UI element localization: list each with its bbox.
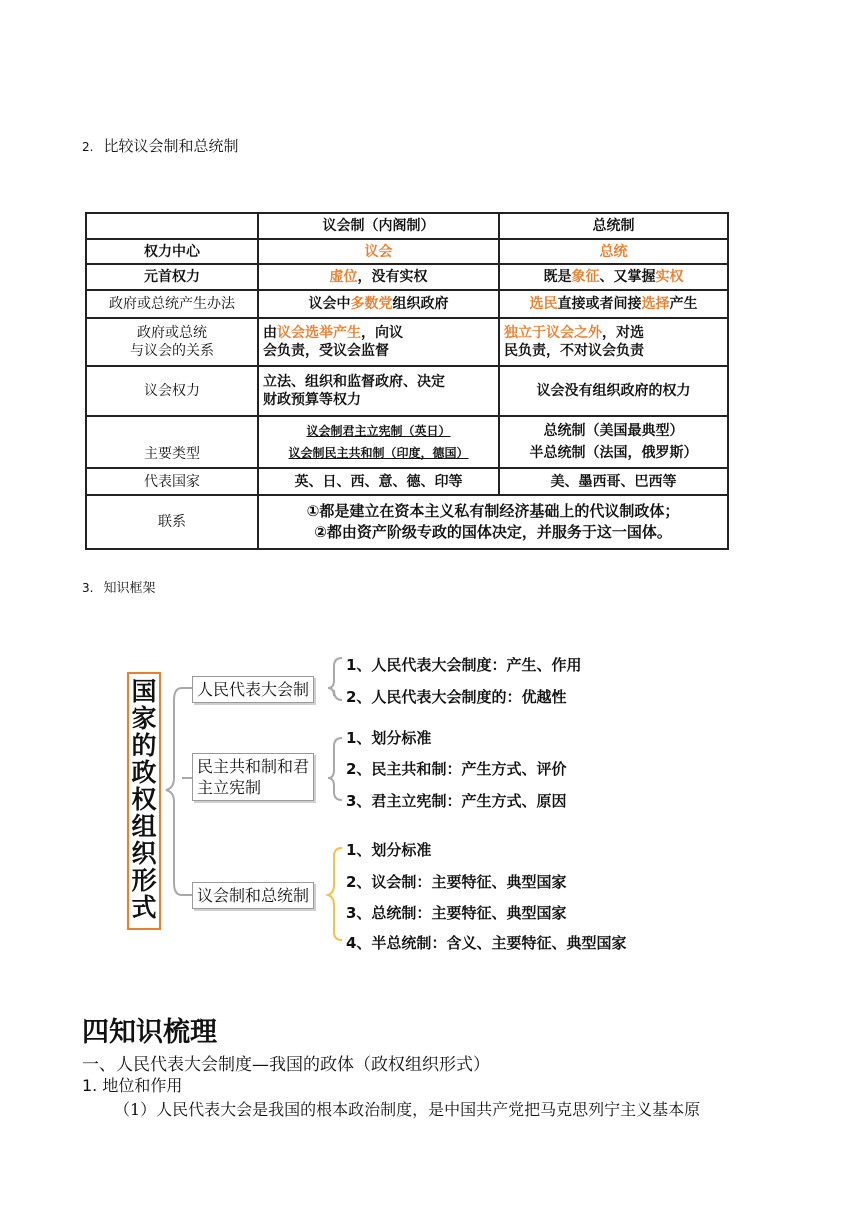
row-label: 政府或总统 与议会的关系 — [86, 318, 258, 366]
framework-item: 2、民主共和制：产生方式、评价 — [346, 760, 567, 778]
comparison-table — [85, 212, 729, 550]
cell-pres: 独立于议会之外，对选 民负责，不对议会负责 — [499, 318, 728, 366]
cell-link: ①都是建立在资本主义私有制经济基础上的代议制政体； ②都由资产阶级专政的国体决定，并服务于这一国体。 — [258, 495, 728, 549]
framework-item: 1、划分标准 — [346, 841, 432, 859]
cell-parl: 英、日、西、意、德、印等 — [258, 468, 499, 495]
header-presidential: 总统制 — [499, 213, 728, 239]
row-label: 权力中心 — [86, 239, 258, 264]
table-row — [86, 366, 728, 416]
framework-item: 2、议会制：主要特征、典型国家 — [346, 873, 567, 891]
cell-parl: 虚位，没有实权 — [258, 264, 499, 290]
subheading-status: 1. 地位和作用 — [82, 1076, 183, 1095]
cell-parl: 议会制君主立宪制（英日） 议会制民主共和制（印度，德国） — [258, 416, 499, 468]
cell-parl: 由议会选举产生，向议 会负责，受议会监督 — [258, 318, 499, 366]
table-row — [86, 416, 728, 468]
branch-parliamentary-presidential: 议会制和总统制 — [192, 882, 314, 909]
row-label: 政府或总统产生办法 — [86, 290, 258, 318]
framework-item: 3、总统制：主要特征、典型国家 — [346, 904, 567, 922]
root-label-box: 国家的政权组织形式 — [127, 672, 161, 930]
table-row — [86, 264, 728, 290]
cell-pres: 美、墨西哥、巴西等 — [499, 468, 728, 495]
table-row — [86, 318, 728, 366]
row-label: 联系 — [86, 495, 258, 549]
section-4-heading: 四知识梳理 — [82, 1017, 217, 1048]
table-row — [86, 495, 728, 549]
cell-parl: 议会中多数党组织政府 — [258, 290, 499, 318]
row-label: 主要类型 — [86, 416, 258, 468]
cell-pres: 既是象征、又掌握实权 — [499, 264, 728, 290]
row-label: 元首权力 — [86, 264, 258, 290]
cell-pres: 总统制（美国最典型） 半总统制（法国，俄罗斯） — [499, 416, 728, 468]
cell-parl: 立法、组织和监督政府、决定 财政预算等权力 — [258, 366, 499, 416]
branch-republic-monarchy: 民主共和制和君 主立宪制 — [192, 753, 314, 801]
row-label: 议会权力 — [86, 366, 258, 416]
table-row — [86, 290, 728, 318]
header-parliamentary: 议会制（内阁制） — [258, 213, 499, 239]
section-3-heading: 3. 知识框架 — [82, 581, 156, 596]
row-label: 代表国家 — [86, 468, 258, 495]
cell-parl: 议会 — [258, 239, 499, 264]
framework-item: 2、人民代表大会制度的：优越性 — [346, 688, 567, 706]
framework-item: 1、划分标准 — [346, 729, 432, 747]
knowledge-framework — [120, 640, 700, 960]
section-2-heading: 2. 比较议会制和总统制 — [82, 137, 239, 155]
table-row — [86, 239, 728, 264]
cell-pres: 总统 — [499, 239, 728, 264]
subheading-npc: 一、人民代表大会制度—我国的政体（政权组织形式） — [82, 1055, 490, 1075]
framework-item: 3、君主立宪制：产生方式、原因 — [346, 792, 567, 810]
table-header-row — [86, 213, 728, 239]
cell-pres: 议会没有组织政府的权力 — [499, 366, 728, 416]
table-row — [86, 468, 728, 495]
body-paragraph: （1）人民代表大会是我国的根本政治制度，是中国共产党把马克思列宁主义基本原 — [114, 1100, 701, 1119]
header-empty-cell — [86, 213, 258, 239]
cell-pres: 选民直接或者间接选择产生 — [499, 290, 728, 318]
framework-item: 4、半总统制：含义、主要特征、典型国家 — [346, 934, 627, 952]
framework-item: 1、人民代表大会制度：产生、作用 — [346, 656, 582, 674]
branch-npc: 人民代表大会制 — [192, 676, 314, 703]
